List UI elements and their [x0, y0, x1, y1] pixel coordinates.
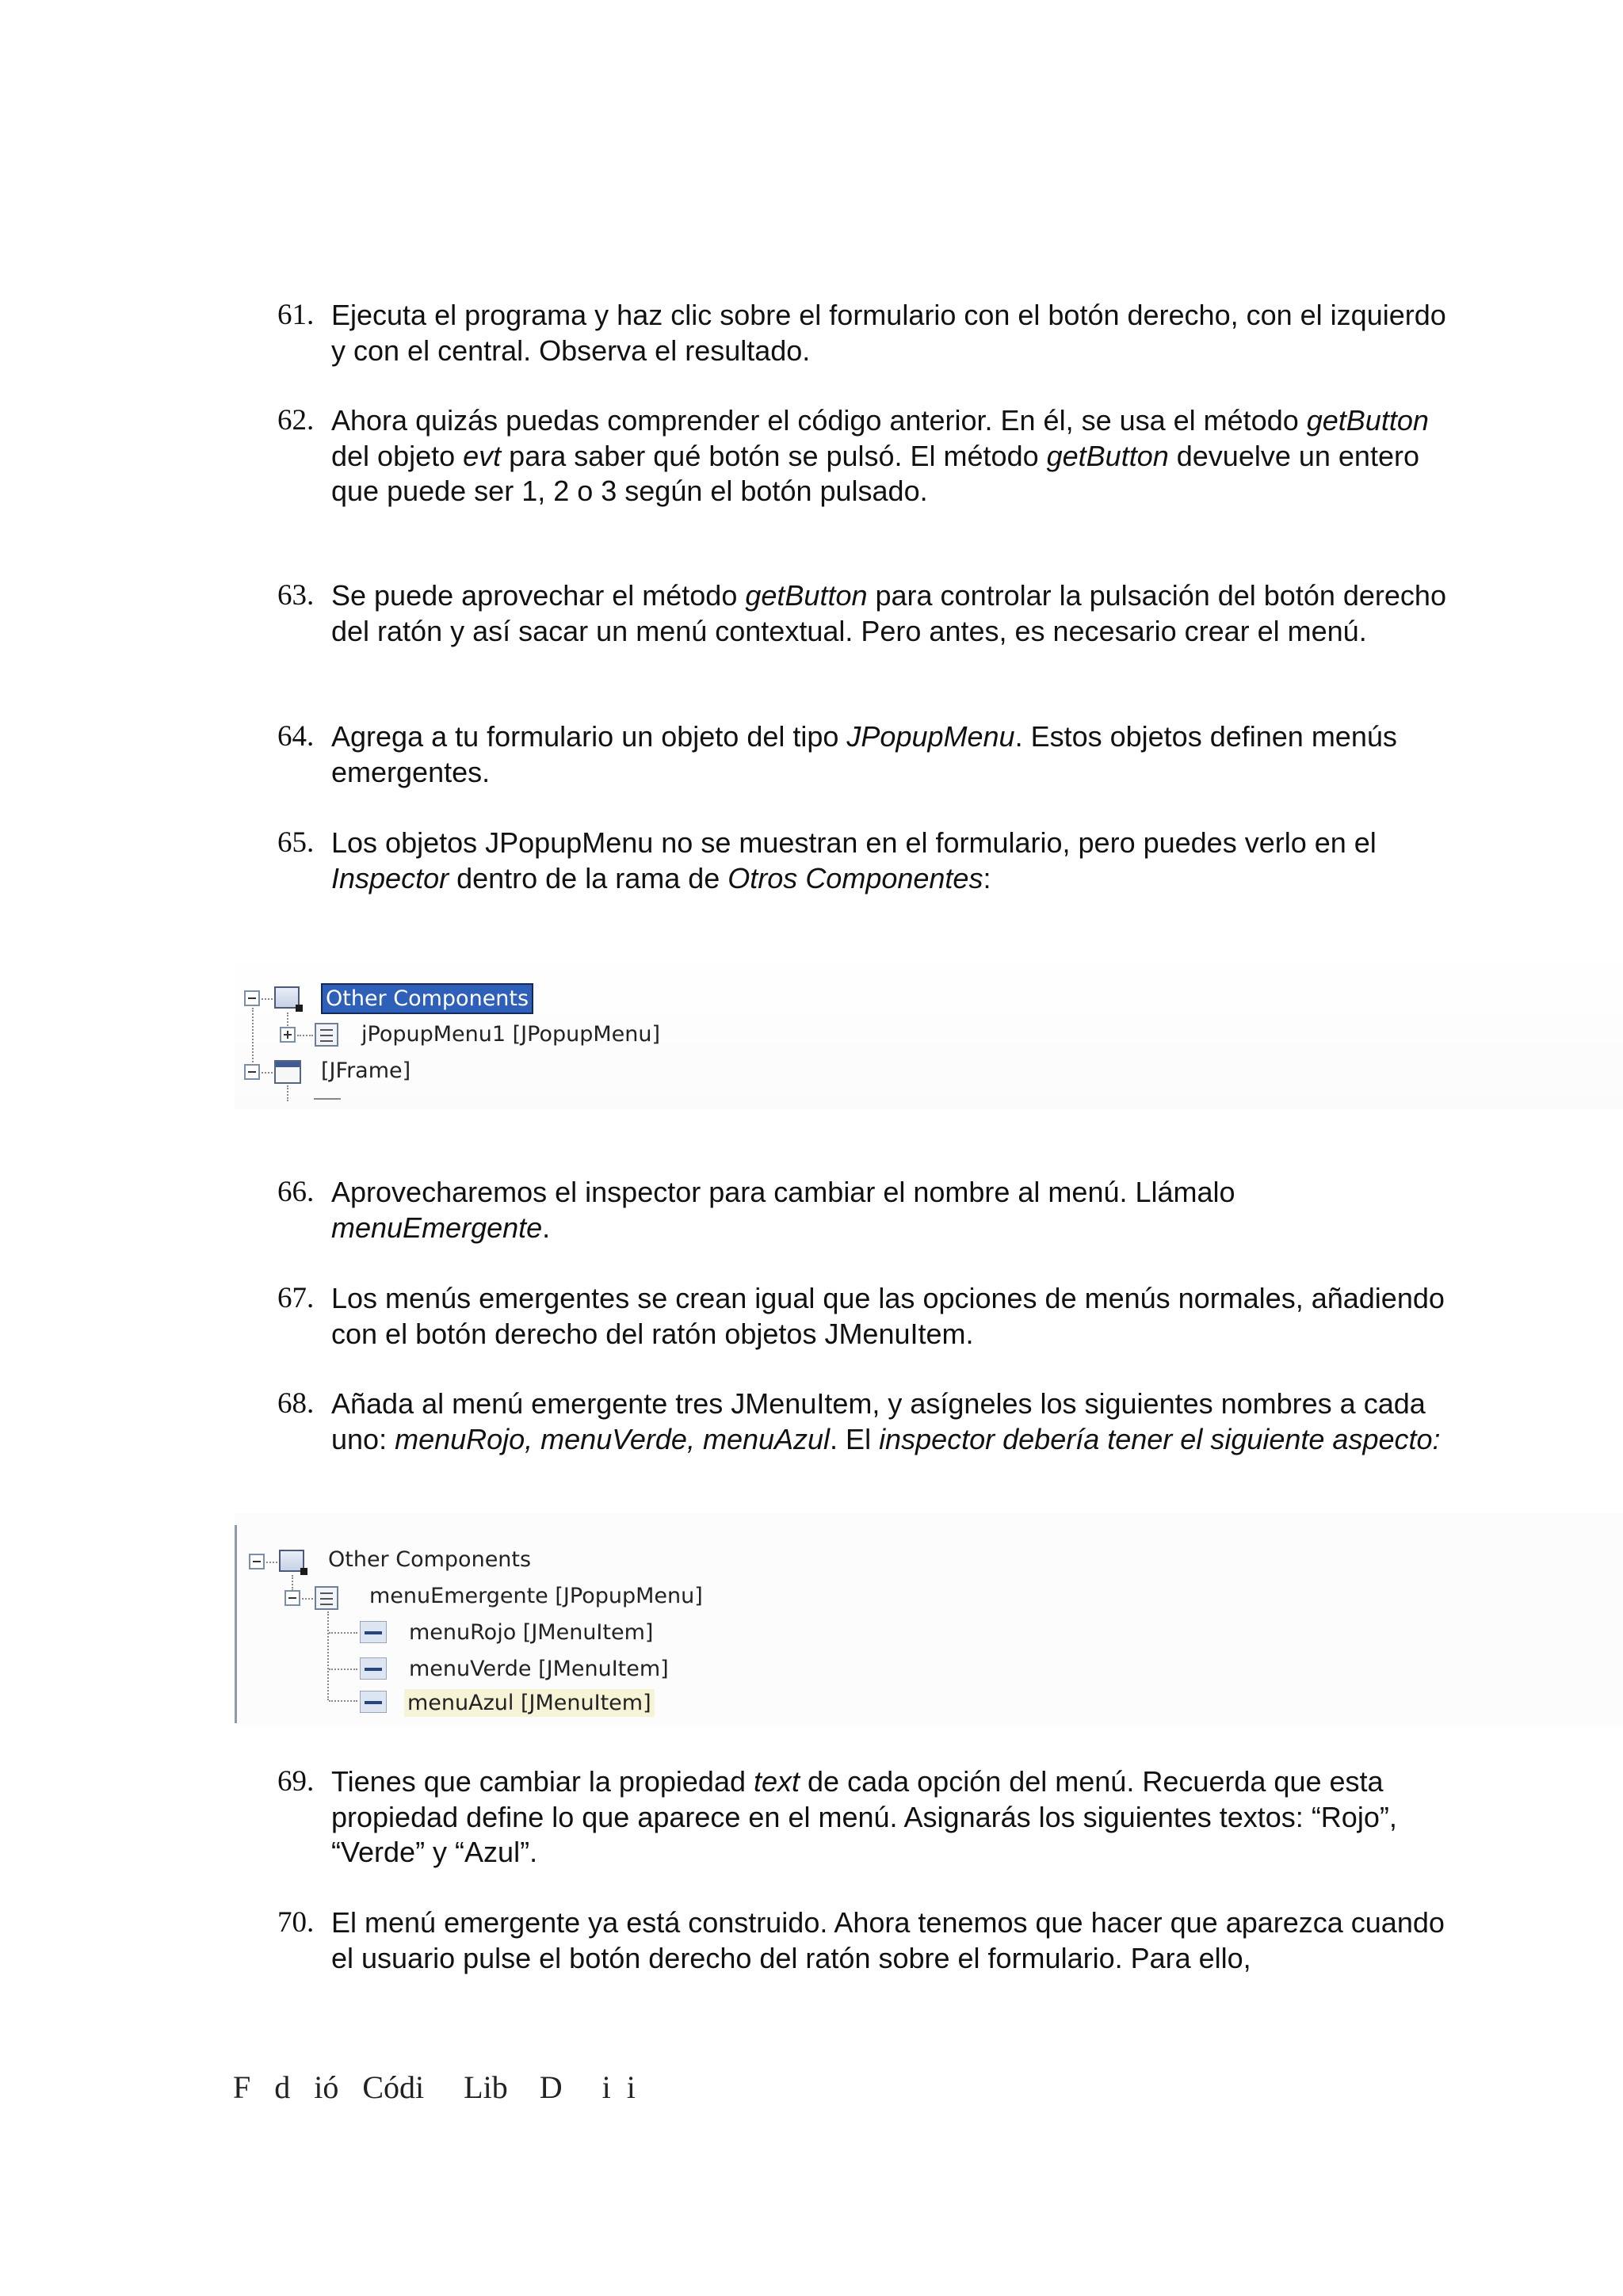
- item-number: 63.: [277, 579, 315, 612]
- collapse-icon[interactable]: [244, 1064, 260, 1080]
- tree-connector: [329, 1632, 357, 1634]
- menu-item-icon: [360, 1657, 387, 1680]
- inspector-screenshot-1: [235, 951, 1623, 1109]
- tree-connector: [297, 1035, 313, 1036]
- item-text: Añada al menú emergente tres JMenuItem, y asígneles los siguientes nombres a cada uno: menuRojo, menuVerde, menuAzul. El inspector debería tener el siguiente aspecto:: [331, 1387, 1441, 1455]
- tree-node-jframe[interactable]: [JFrame]: [321, 1058, 411, 1083]
- item-text: Los menús emergentes se crean igual que las opciones de menús normales, añadiendo con el botón derecho del ratón objetos JMenuItem.: [331, 1282, 1445, 1350]
- expand-icon[interactable]: [280, 1027, 296, 1043]
- tree-connector: [327, 1611, 329, 1700]
- popup-menu-icon: [315, 1023, 338, 1047]
- tree-node-menu-azul[interactable]: menuAzul [JMenuItem]: [404, 1689, 655, 1717]
- tree-connector: [329, 1669, 357, 1670]
- popup-menu-icon: [315, 1586, 338, 1610]
- tree-connector: [266, 1562, 277, 1563]
- inspector-screenshot-2: [235, 1513, 1623, 1727]
- tree-node-other-components[interactable]: Other Components: [328, 1547, 532, 1572]
- item-number: 69.: [277, 1765, 315, 1798]
- tree-node-jpopupmenu[interactable]: jPopupMenu1 [JPopupMenu]: [361, 1022, 661, 1047]
- tree-node-menu-rojo[interactable]: menuRojo [JMenuItem]: [409, 1620, 654, 1645]
- tree-connector: [287, 1085, 288, 1101]
- item-number: 64.: [277, 720, 315, 753]
- item-number: 66.: [277, 1176, 315, 1208]
- menu-item-icon: [360, 1691, 387, 1713]
- item-number: 68.: [277, 1387, 315, 1420]
- collapse-icon[interactable]: [249, 1554, 265, 1569]
- components-icon: [274, 986, 300, 1009]
- item-number: 61.: [277, 299, 315, 331]
- item-text: El menú emergente ya está construido. Ahora tenemos que hacer que aparezca cuando el usuario pulse el botón derecho del ratón sobre el formulario. Para ello,: [331, 1906, 1445, 1974]
- tree-node-other-components[interactable]: Other Components: [321, 983, 533, 1014]
- item-text: Agrega a tu formulario un objeto del tipo JPopupMenu. Estos objetos definen menús emergentes.: [331, 720, 1397, 788]
- tree-connector: [292, 1575, 293, 1591]
- item-text: Ahora quizás puedas comprender el código anterior. En él, se usa el método getButton del objeto evt para saber qué botón se pulsó. El método getButton devuelve un entero que puede ser 1, 2 o 3 según el botón pulsado.: [331, 404, 1429, 507]
- item-text: Ejecuta el programa y haz clic sobre el formulario con el botón derecho, con el izquierdo y con el central. Observa el resultado.: [331, 299, 1446, 367]
- menu-item-icon: [360, 1621, 387, 1643]
- frame-icon: [274, 1060, 301, 1084]
- item-text: Se puede aprovechar el método getButton para controlar la pulsación del botón derecho del ratón y así sacar un menú contextual. Pero antes, es necesario crear el menú.: [331, 579, 1446, 647]
- item-number: 65.: [277, 826, 315, 859]
- item-text: Aprovecharemos el inspector para cambiar el nombre al menú. Llámalo menuEmergente.: [331, 1176, 1235, 1244]
- item-number: 70.: [277, 1906, 315, 1939]
- item-number: 67.: [277, 1282, 315, 1314]
- item-number: 62.: [277, 404, 315, 437]
- tree-connector: [302, 1598, 313, 1600]
- page-footer: F d ió Códi Lib D i i: [233, 2069, 636, 2105]
- item-text: Tienes que cambiar la propiedad text de cada opción del menú. Recuerda que esta propiedad define lo que aparece en el menú. Asignarás los siguientes textos: “Rojo”, “Verde” y “Azul”.: [331, 1765, 1397, 1868]
- tree-connector: [329, 1700, 357, 1702]
- partial-icon: [314, 1098, 341, 1103]
- item-text: Los objetos JPopupMenu no se muestran en el formulario, pero puedes verlo en el Inspector dentro de la rama de Otros Componentes:: [331, 826, 1377, 894]
- tree-node-menu-emergente[interactable]: menuEmergente [JPopupMenu]: [369, 1584, 703, 1608]
- tree-left-border: [235, 1525, 237, 1723]
- collapse-icon[interactable]: [285, 1590, 300, 1606]
- tree-node-menu-verde[interactable]: menuVerde [JMenuItem]: [409, 1657, 669, 1681]
- collapse-icon[interactable]: [244, 990, 260, 1006]
- tree-connector: [252, 1008, 254, 1071]
- tree-connector: [262, 998, 273, 1000]
- components-icon: [279, 1550, 304, 1572]
- tree-connector: [262, 1072, 273, 1074]
